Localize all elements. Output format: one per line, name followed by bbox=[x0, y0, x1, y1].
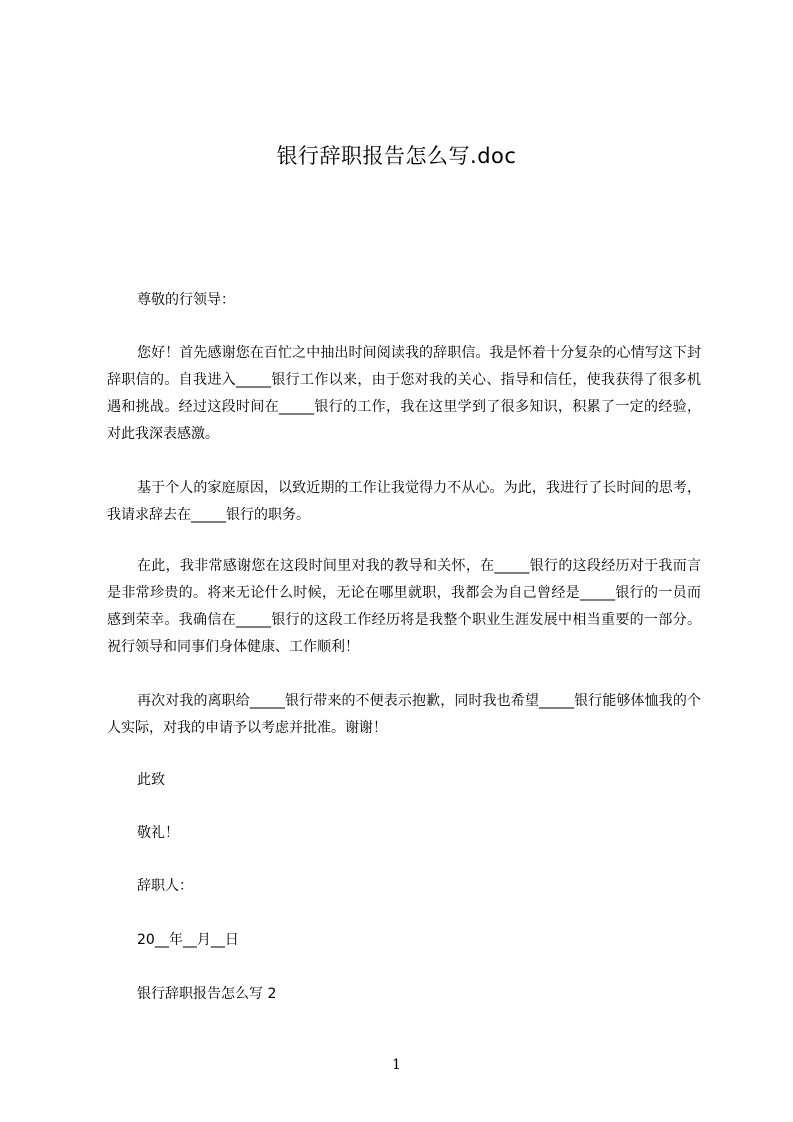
next-section-heading: 银行辞职报告怎么写 2 bbox=[137, 986, 277, 1002]
closing: 此致 bbox=[137, 772, 165, 788]
paragraph-4: 再次对我的离职给_____银行带来的不便表示抱歉，同时我也希望_____银行能够体恤我的个人实际，对我的申请予以考虑并批准。谢谢！ bbox=[107, 693, 701, 736]
paragraph-1: 您好！首先感谢您在百忙之中抽出时间阅读我的辞职信。我是怀着十分复杂的心情写这下封辞职信的。自我进入_____银行工作以来，由于您对我的关心、指导和信任，使我获得了很多机遇和挑战。经过这段时间在_____银行的工作，我在这里学到了很多知识，积累了一定的经验，对此我深表感激。 bbox=[107, 345, 701, 442]
page-number: 1 bbox=[392, 1057, 401, 1073]
signer-label: 辞职人： bbox=[137, 878, 193, 894]
paragraph-2: 基于个人的家庭原因，以致近期的工作让我觉得力不从心。为此，我进行了长时间的思考，我请求辞去在_____银行的职务。 bbox=[107, 480, 701, 523]
salutation: 尊敬的行领导： bbox=[137, 292, 235, 308]
date-line: 20__年__月__日 bbox=[137, 932, 239, 948]
regards: 敬礼！ bbox=[137, 825, 179, 841]
document-title: 银行辞职报告怎么写.doc bbox=[276, 144, 517, 168]
paragraph-3: 在此，我非常感谢您在这段时间里对我的教导和关怀，在_____银行的这段经历对于我而言是非常珍贵的。将来无论什么时候，无论在哪里就职，我都会为自己曾经是_____银行的一员而感到荣幸。我确信在_____银行的这段工作经历将是我整个职业生涯发展中相当重要的一部分。祝行领导和同事们身体健康、工作顺利！ bbox=[107, 558, 701, 655]
